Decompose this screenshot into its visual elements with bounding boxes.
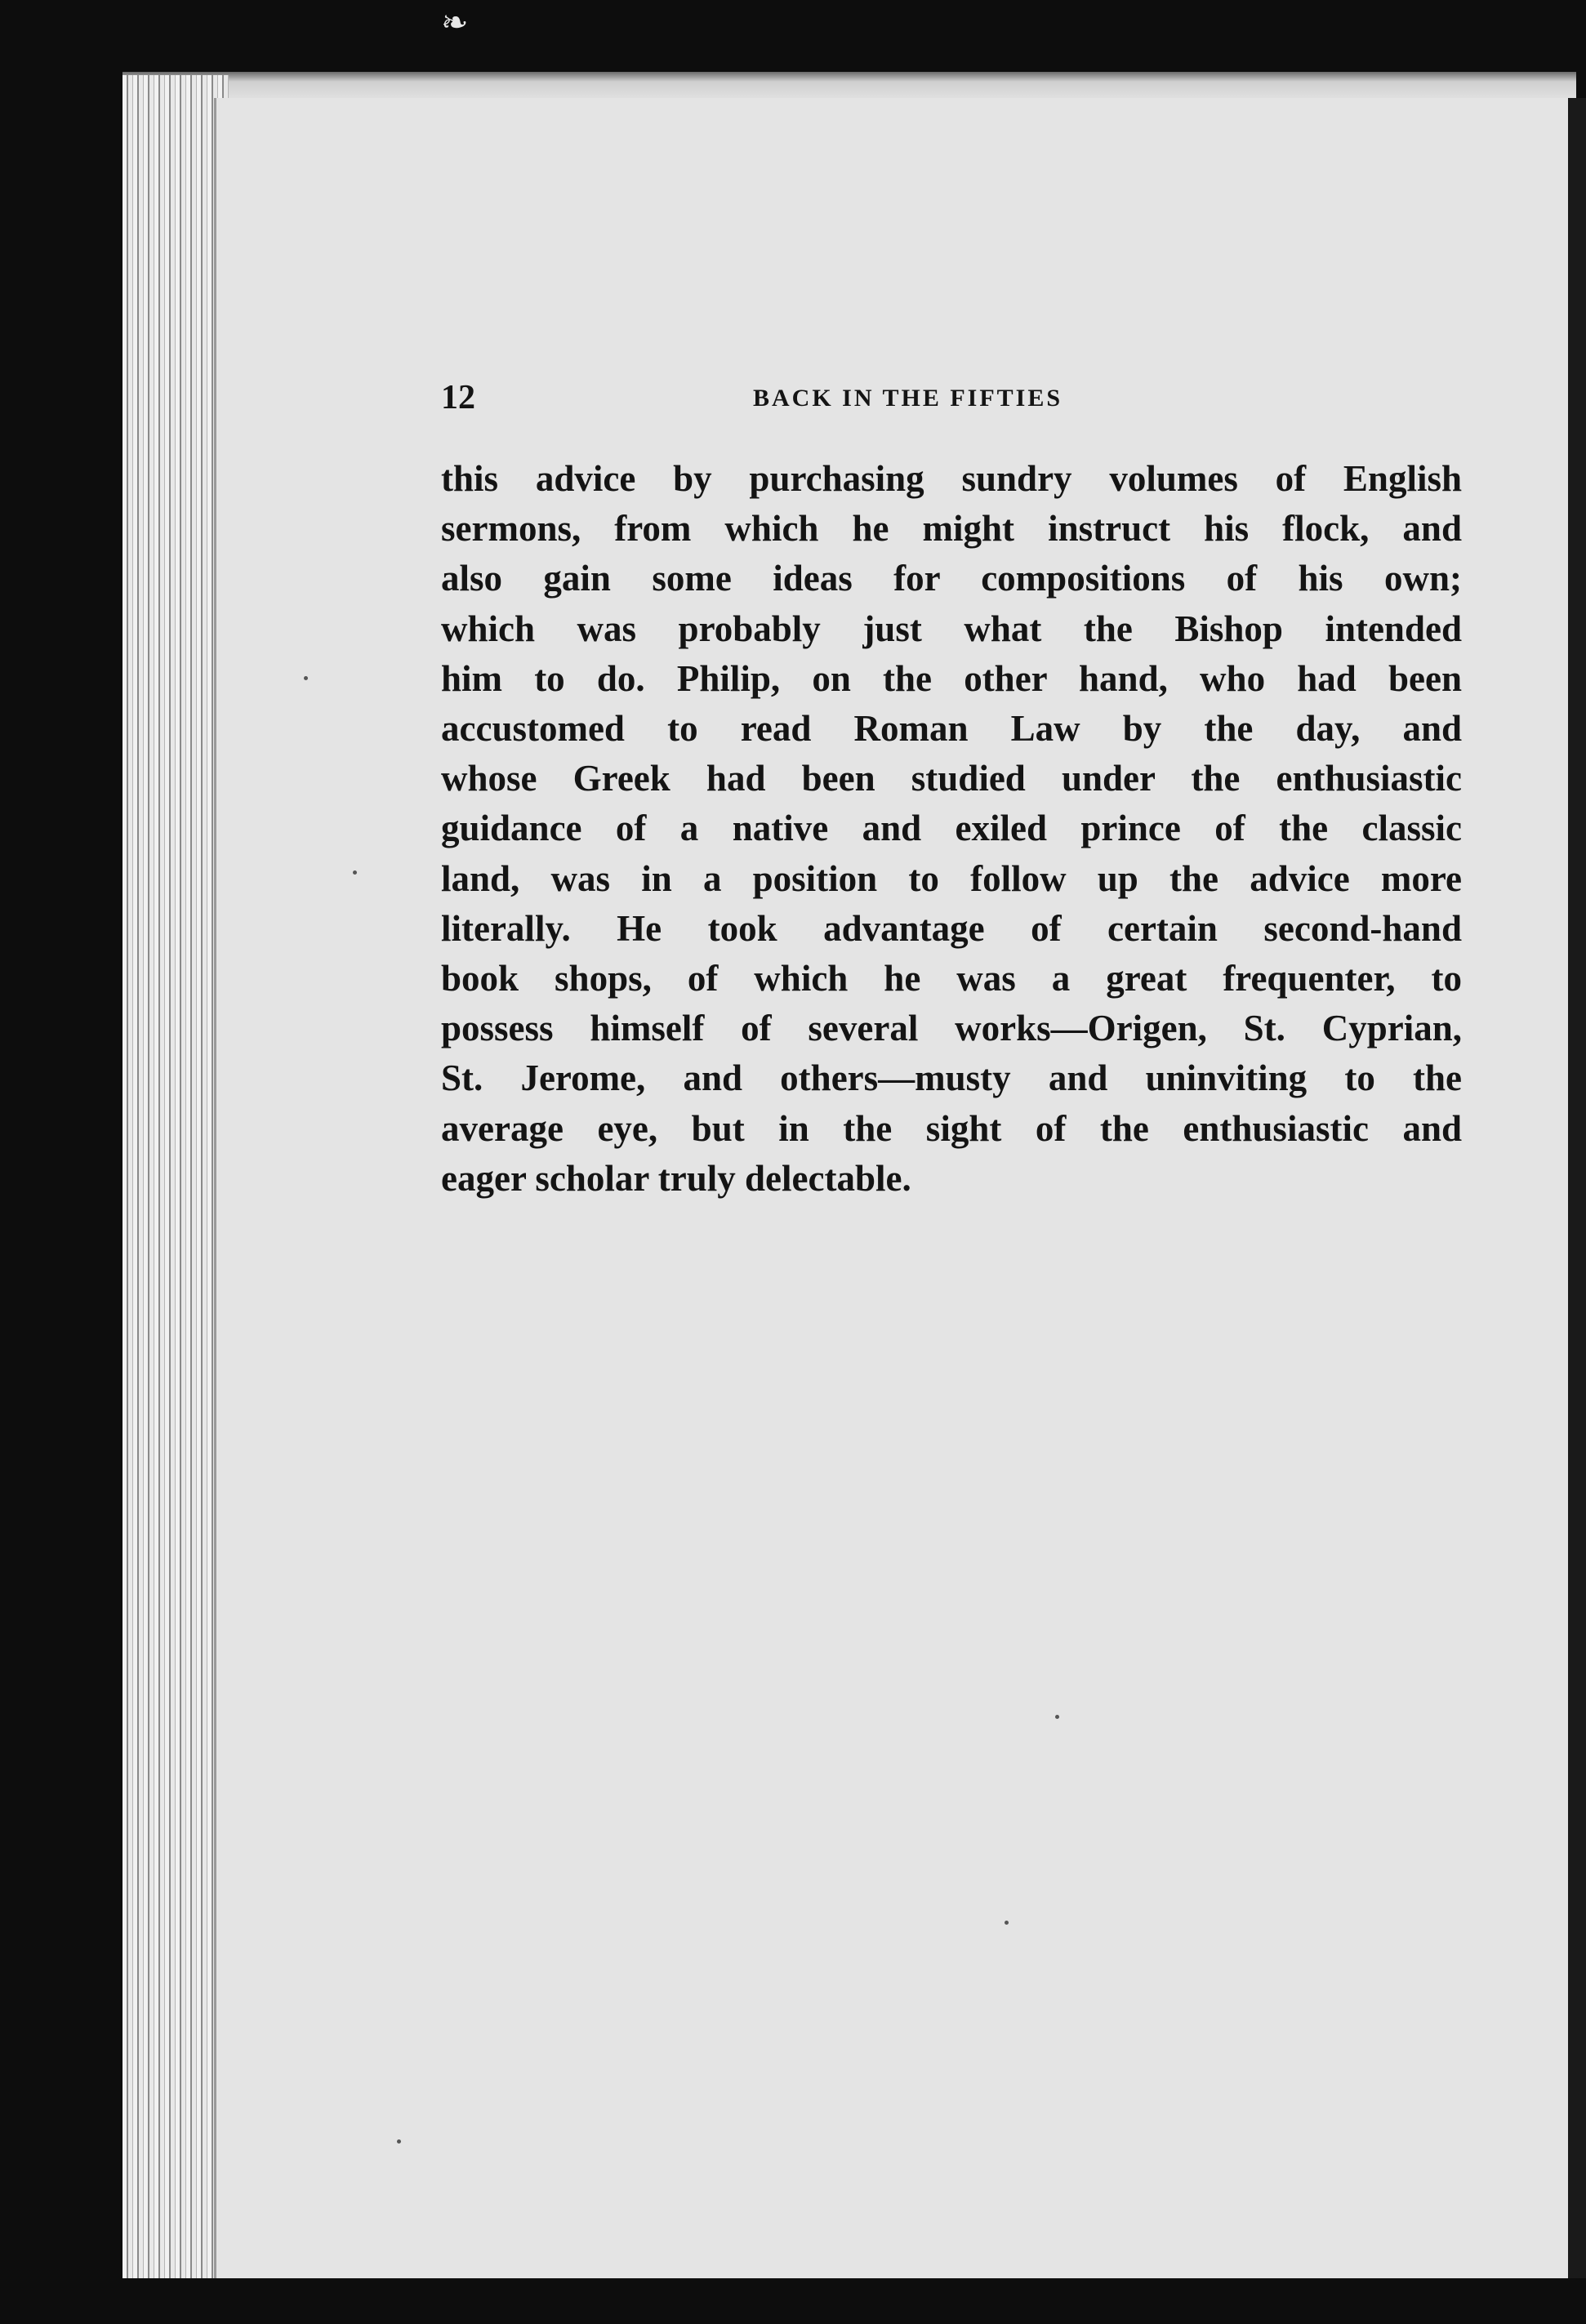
running-head: BACK IN THE FIFTIES (753, 385, 1063, 412)
scan-artifact-mark: ❧ (441, 4, 469, 41)
text-line: possess himself of several works—Origen, St. Cyprian, (441, 1008, 1462, 1049)
body-paragraph (441, 454, 1462, 1204)
paper-speck (1055, 1715, 1059, 1719)
text-line: guidance of a native and exiled prince of the classic (441, 808, 1462, 849)
page-number: 12 (441, 379, 475, 416)
scan-border-right (1568, 98, 1586, 2286)
text-line: this advice by purchasing sundry volumes of English (441, 458, 1462, 499)
paper-speck (397, 2139, 401, 2144)
text-line: eager scholar truly delectable. (441, 1157, 911, 1199)
text-line: sermons, from which he might instruct his flock, and (441, 508, 1462, 550)
paper-speck (1005, 1921, 1009, 1925)
book-page-edges (123, 75, 229, 2280)
text-line: book shops, of which he was a great frequenter, to (441, 958, 1462, 999)
text-line: land, was in a position to follow up the advice more (441, 857, 1462, 899)
text-line: accustomed to read Roman Law by the day, and (441, 708, 1462, 750)
text-line: him to do. Philip, on the other hand, who had been (441, 657, 1462, 699)
page-header (441, 377, 1462, 418)
text-line: also gain some ideas for compositions of his own; (441, 558, 1462, 599)
text-line: which was probably just what the Bishop intended (441, 608, 1462, 649)
text-line: literally. He took advantage of certain second-hand (441, 907, 1462, 949)
text-line: St. Jerome, and others—musty and uninviting to the (441, 1057, 1462, 1099)
scan-border-bottom (123, 2278, 1586, 2324)
text-line: average eye, but in the sight of the enthusiastic and (441, 1107, 1462, 1149)
text-line: whose Greek had been studied under the enthusiastic (441, 758, 1462, 799)
paper-speck (353, 870, 357, 875)
paper-speck (304, 676, 308, 680)
